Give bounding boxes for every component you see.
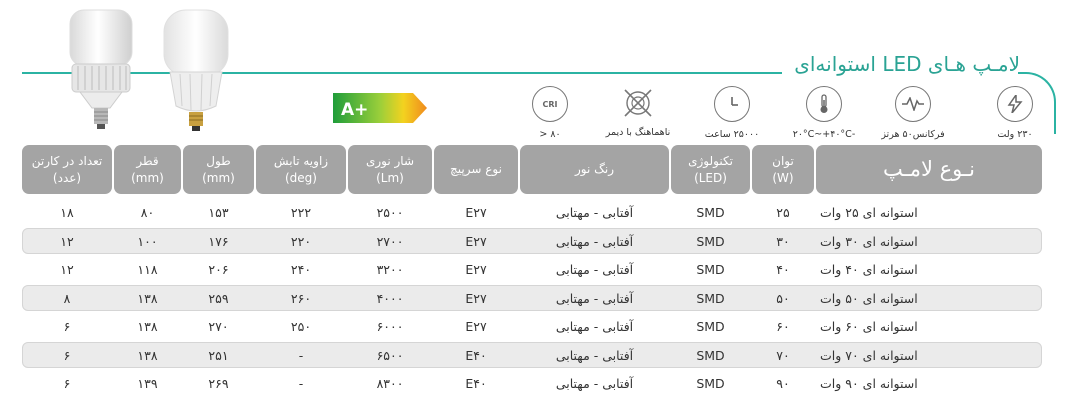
cell-diameter: ۱۰۰ bbox=[137, 233, 158, 249]
header-luminous-flux: شار نوری (Lm) bbox=[348, 145, 432, 194]
header-diameter: قطر (mm) bbox=[114, 145, 181, 194]
cell-count: ۱۲ bbox=[60, 261, 74, 277]
cell-diameter: ۱۳۸ bbox=[137, 347, 158, 363]
cell-length: ۲۵۱ bbox=[208, 347, 229, 363]
no-dimmer-icon bbox=[621, 86, 655, 120]
feature-frequency bbox=[868, 86, 958, 140]
cell-flux: ۶۵۰۰ bbox=[376, 347, 404, 363]
feature-label: -۲۰°C~+۴۰°C bbox=[792, 129, 856, 140]
header-lamp-type: نـوع لامـپ bbox=[816, 145, 1042, 194]
cylinder-bulb-image-2 bbox=[160, 8, 232, 136]
cell-tech: SMD bbox=[696, 318, 725, 334]
cell-name: استوانه ای ۳۰ وات bbox=[820, 233, 918, 249]
cell-flux: ۲۵۰۰ bbox=[376, 204, 404, 220]
cell-base: E۲۷ bbox=[465, 318, 487, 334]
cell-power: ۵۰ bbox=[776, 290, 790, 306]
cell-length: ۲۵۹ bbox=[208, 290, 229, 306]
cell-power: ۴۰ bbox=[776, 261, 790, 277]
cell-flux: ۳۲۰۰ bbox=[376, 261, 404, 277]
cell-name: استوانه ای ۹۰ وات bbox=[820, 375, 918, 391]
cell-color: آفتابی - مهتابی bbox=[555, 347, 634, 363]
feature-cri bbox=[505, 86, 595, 140]
energy-class-badge bbox=[333, 93, 429, 123]
header-base-type: نوع سرپیچ bbox=[434, 145, 518, 194]
cell-flux: ۲۷۰۰ bbox=[376, 233, 404, 249]
cell-color: آفتابی - مهتابی bbox=[555, 375, 634, 391]
cell-base: E۴۰ bbox=[465, 347, 487, 363]
cell-base: E۴۰ bbox=[465, 375, 487, 391]
cell-angle: ۲۲۰ bbox=[290, 233, 312, 249]
cell-color: آفتابی - مهتابی bbox=[555, 290, 634, 306]
cell-flux: ۴۰۰۰ bbox=[376, 290, 404, 306]
cell-name: استوانه ای ۷۰ وات bbox=[820, 347, 918, 363]
feature-lifetime bbox=[687, 86, 777, 140]
cell-diameter: ۱۳۹ bbox=[137, 375, 158, 391]
waveform-icon bbox=[895, 86, 931, 122]
cell-length: ۲۰۶ bbox=[208, 261, 229, 277]
cell-tech: SMD bbox=[696, 261, 725, 277]
clock-icon bbox=[714, 86, 750, 122]
cell-count: ۸ bbox=[63, 290, 71, 306]
cri-icon: CRI bbox=[532, 86, 568, 122]
cell-angle: - bbox=[298, 347, 304, 363]
cell-name: استوانه ای ۲۵ وات bbox=[820, 204, 918, 220]
cell-angle: ۲۶۰ bbox=[290, 290, 312, 306]
cell-tech: SMD bbox=[696, 204, 725, 220]
feature-no-dimmer bbox=[593, 86, 683, 138]
cell-diameter: ۱۱۸ bbox=[137, 261, 158, 277]
feature-temperature bbox=[779, 86, 869, 140]
cell-tech: SMD bbox=[696, 290, 725, 306]
cell-count: ۱۲ bbox=[60, 233, 74, 249]
feature-label: > ۸۰ bbox=[539, 129, 561, 140]
page-title: لامـپ هـای LED استوانه‌ای bbox=[794, 52, 1020, 76]
cell-name: استوانه ای ۶۰ وات bbox=[820, 318, 918, 334]
cell-color: آفتابی - مهتابی bbox=[555, 233, 634, 249]
cell-count: ۶ bbox=[63, 347, 71, 363]
cell-name: استوانه ای ۴۰ وات bbox=[820, 261, 918, 277]
cell-color: آفتابی - مهتابی bbox=[555, 318, 634, 334]
cell-count: ۶ bbox=[63, 318, 71, 334]
feature-label: ۲۵۰۰۰ ساعت bbox=[704, 129, 760, 140]
cell-power: ۹۰ bbox=[776, 375, 790, 391]
energy-class-label: A+ bbox=[341, 100, 369, 120]
cell-length: ۲۷۰ bbox=[208, 318, 229, 334]
cell-base: E۲۷ bbox=[465, 290, 487, 306]
cell-flux: ۶۰۰۰ bbox=[376, 318, 404, 334]
cell-length: ۱۷۶ bbox=[208, 233, 229, 249]
cell-power: ۲۵ bbox=[776, 204, 790, 220]
cell-count: ۱۸ bbox=[60, 204, 74, 220]
feature-voltage bbox=[970, 86, 1060, 140]
header-carton-count: تعداد در کارتن (عدد) bbox=[22, 145, 112, 194]
cell-angle: ۲۲۲ bbox=[290, 204, 312, 220]
cell-length: ۲۶۹ bbox=[208, 375, 229, 391]
cell-color: آفتابی - مهتابی bbox=[555, 204, 634, 220]
cell-color: آفتابی - مهتابی bbox=[555, 261, 634, 277]
cell-base: E۲۷ bbox=[465, 204, 487, 220]
thermometer-icon bbox=[806, 86, 842, 122]
cell-power: ۶۰ bbox=[776, 318, 790, 334]
cell-flux: ۸۳۰۰ bbox=[376, 375, 404, 391]
header-technology: تکنولوژی (LED) bbox=[671, 145, 750, 194]
cell-diameter: ۱۳۸ bbox=[137, 290, 158, 306]
cell-tech: SMD bbox=[696, 233, 725, 249]
feature-label: ناهماهنگ با دیمر bbox=[605, 127, 671, 138]
cell-tech: SMD bbox=[696, 375, 725, 391]
header-length: طول (mm) bbox=[183, 145, 254, 194]
cell-count: ۶ bbox=[63, 375, 71, 391]
cell-angle: ۲۵۰ bbox=[290, 318, 312, 334]
feature-label: ۲۳۰ ولت bbox=[997, 129, 1033, 140]
cell-power: ۳۰ bbox=[776, 233, 790, 249]
cell-name: استوانه ای ۵۰ وات bbox=[820, 290, 918, 306]
header-beam-angle: زاویه تابش (deg) bbox=[256, 145, 346, 194]
cylinder-bulb-image-1 bbox=[66, 6, 136, 134]
header-power: توان (W) bbox=[752, 145, 814, 194]
feature-label: فرکانس۵۰ هرتز bbox=[881, 129, 945, 140]
cell-base: E۲۷ bbox=[465, 261, 487, 277]
lightning-icon bbox=[997, 86, 1033, 122]
cell-angle: ۲۴۰ bbox=[290, 261, 312, 277]
cell-diameter: ۱۳۸ bbox=[137, 318, 158, 334]
title-underline bbox=[22, 72, 782, 74]
cell-base: E۲۷ bbox=[465, 233, 487, 249]
cell-angle: - bbox=[298, 375, 304, 391]
cell-tech: SMD bbox=[696, 347, 725, 363]
header-light-color: رنگ نور bbox=[520, 145, 669, 194]
cell-length: ۱۵۳ bbox=[208, 204, 229, 220]
cell-power: ۷۰ bbox=[776, 347, 790, 363]
cell-diameter: ۸۰ bbox=[140, 204, 155, 220]
